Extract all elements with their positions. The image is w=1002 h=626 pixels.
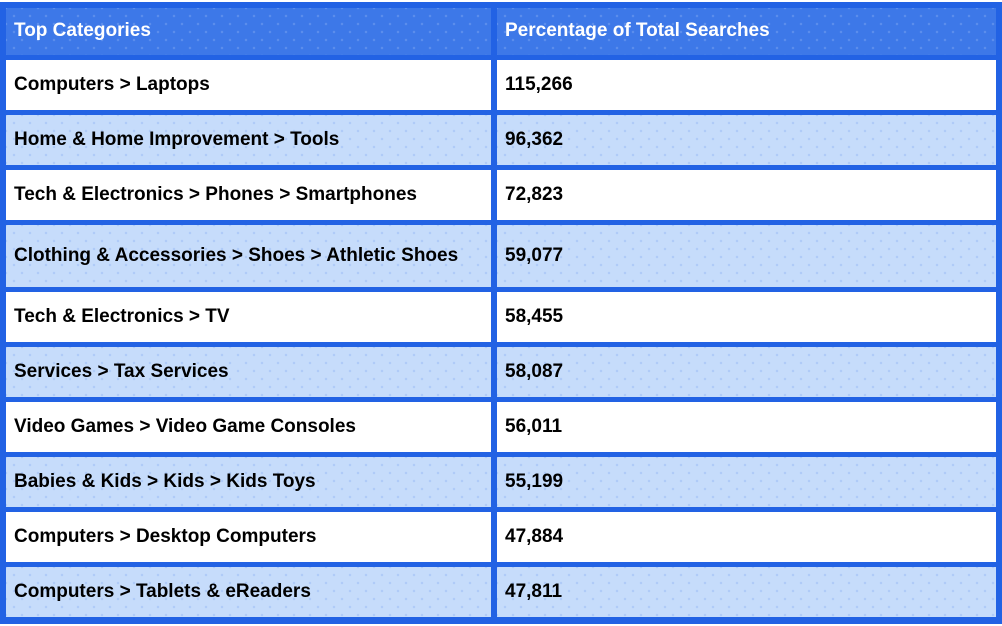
value-cell: [497, 292, 996, 342]
category-cell: [6, 225, 491, 287]
category-cell: [6, 170, 491, 220]
column-header-percentage-of-total-searches: [497, 8, 996, 55]
value-cell: [497, 60, 996, 110]
value-label: 47,811: [505, 580, 563, 602]
value-label: 72,823: [505, 183, 564, 205]
value-label: 115,266: [505, 73, 573, 95]
value-label: 96,362: [505, 128, 564, 150]
category-cell: [6, 292, 491, 342]
category-label: Babies & Kids > Kids > Kids Toys: [14, 470, 316, 492]
value-label: 59,077: [505, 244, 564, 266]
value-cell: [497, 225, 996, 287]
column-header-label: Top Categories: [14, 20, 151, 42]
category-label: Computers > Desktop Computers: [14, 525, 317, 547]
category-label: Home & Home Improvement > Tools: [14, 128, 340, 150]
category-label: Computers > Laptops: [14, 73, 210, 95]
category-label: Clothing & Accessories > Shoes > Athletic Shoes: [14, 244, 459, 266]
column-header-label: Percentage of Total Searches: [505, 20, 770, 42]
value-label: 58,087: [505, 360, 564, 382]
value-label: 47,884: [505, 525, 564, 547]
category-label: Tech & Electronics > TV: [14, 305, 230, 327]
category-cell: [6, 512, 491, 562]
category-cell: [6, 60, 491, 110]
top-categories-table: [0, 2, 1002, 624]
value-label: 55,199: [505, 470, 564, 492]
category-label: Tech & Electronics > Phones > Smartphones: [14, 183, 417, 205]
value-label: 58,455: [505, 305, 564, 327]
value-cell: [497, 347, 996, 397]
value-cell: [497, 567, 996, 617]
category-label: Services > Tax Services: [14, 360, 229, 382]
category-cell: [6, 402, 491, 452]
category-label: Video Games > Video Game Consoles: [14, 415, 356, 437]
value-label: 56,011: [505, 415, 563, 437]
value-cell: [497, 457, 996, 507]
value-cell: [497, 512, 996, 562]
value-cell: [497, 402, 996, 452]
value-cell: [497, 170, 996, 220]
category-cell: [6, 457, 491, 507]
column-header-top-categories: [6, 8, 491, 55]
category-label: Computers > Tablets & eReaders: [14, 580, 311, 602]
category-cell: [6, 567, 491, 617]
value-cell: [497, 115, 996, 165]
category-cell: [6, 347, 491, 397]
category-cell: [6, 115, 491, 165]
